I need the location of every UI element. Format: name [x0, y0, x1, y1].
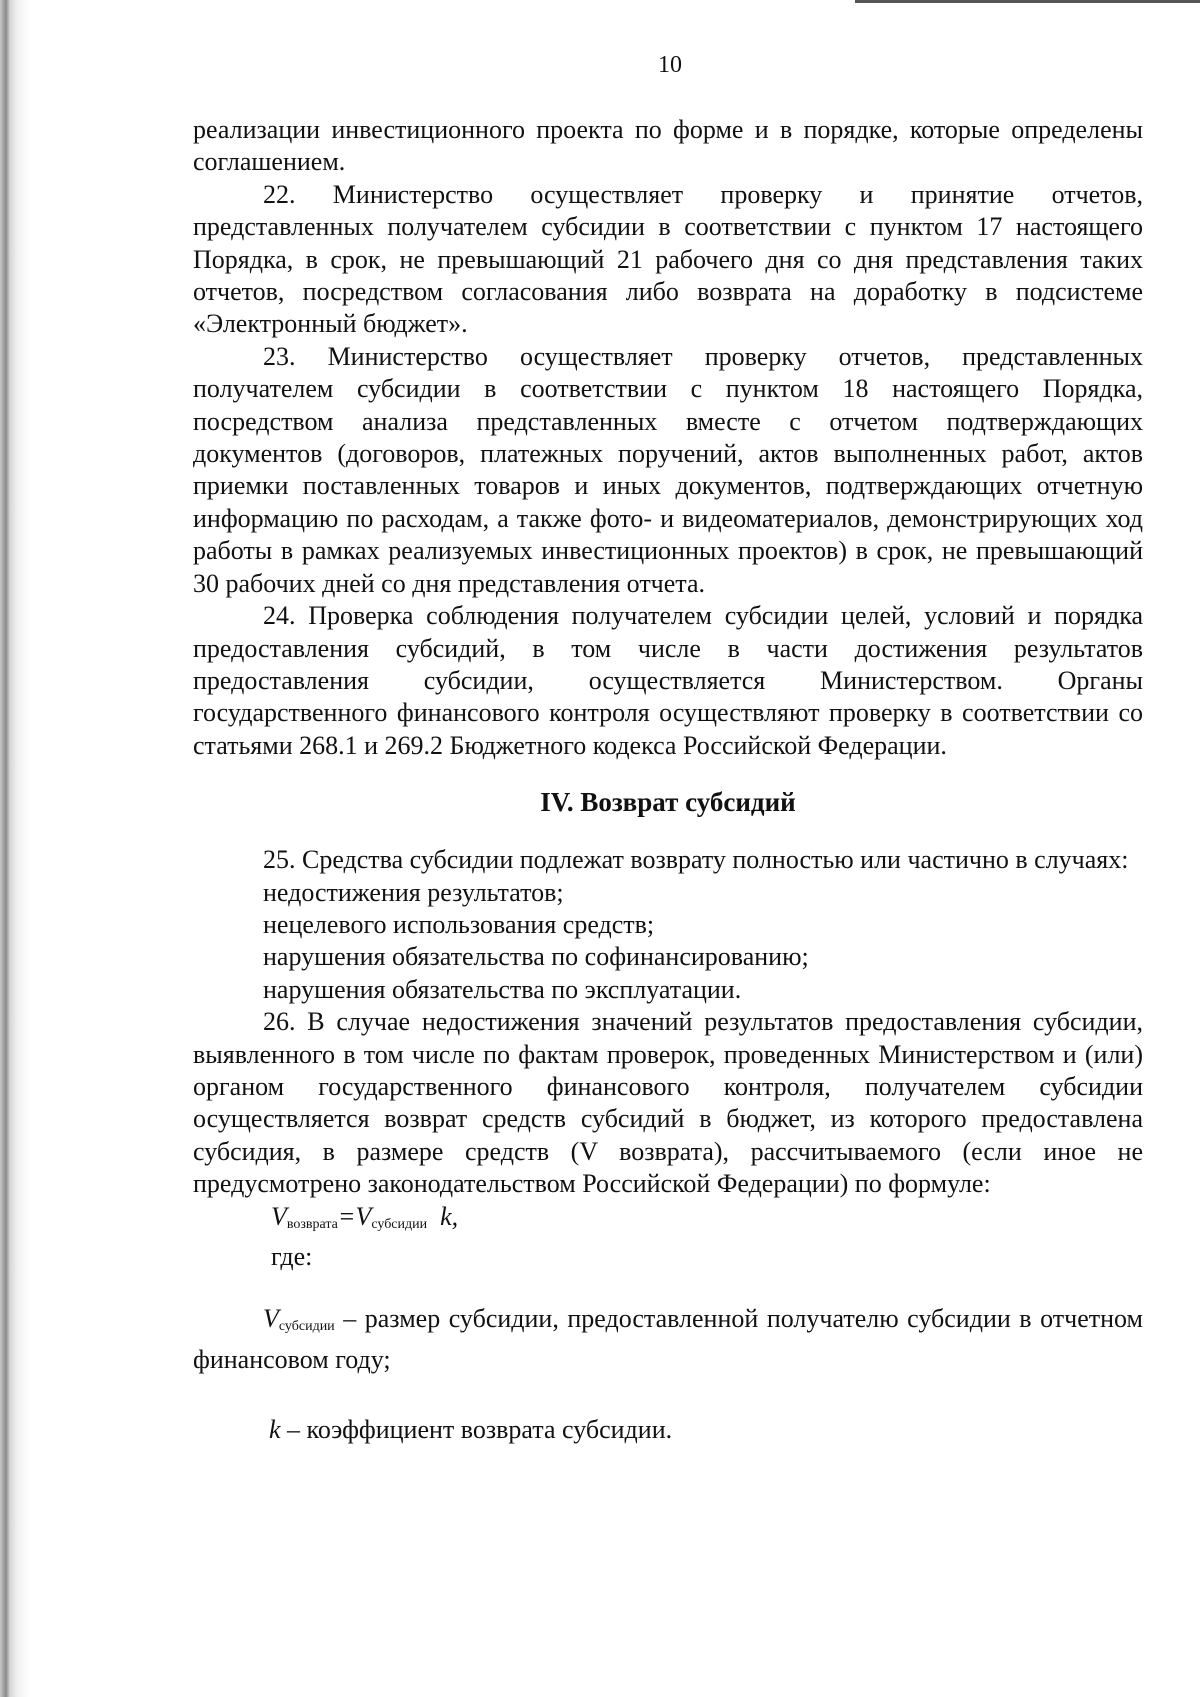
formula-rhs-var: V	[355, 1201, 372, 1231]
paragraph-22: 22. Министерство осуществляет проверку и принятие отчетов, представленных получателем субсидии в соответствии с пунктом 17 настоящего Порядка, в срок, не превышающий 21 рабочего дня со дня представления таких отчетов, посредством согласования либо возврата на доработку в подсистеме «Электронный бюджет».	[193, 179, 1143, 339]
definition-k-var: k	[269, 1415, 281, 1445]
definition-v-var: V	[263, 1304, 279, 1334]
paragraph-25-intro: 25. Средства субсидии подлежат возврату полностью или частично в случаях:	[263, 845, 1129, 875]
definition-k	[193, 1414, 1143, 1446]
definition-v-sub: субсидии	[278, 1319, 335, 1335]
paragraph-continuation: реализации инвестиционного проекта по форме и в порядке, которые определены соглашением.	[193, 115, 1143, 177]
top-edge-line	[855, 0, 1200, 3]
formula-lhs-var: V	[271, 1201, 287, 1231]
paragraph-25-item: нарушения обязательства по софинансированию;	[263, 942, 809, 972]
definition-v-text: – размер субсидии, предоставленной получателю субсидии в отчетном финансовом году;	[193, 1304, 1143, 1374]
paragraph-25-item: нарушения обязательства по эксплуатации.	[263, 974, 742, 1004]
formula-lhs-sub: возврата	[286, 1216, 338, 1232]
definition-v-subsidy	[193, 1303, 1143, 1376]
paragraph-23: 23. Министерство осуществляет проверку отчетов, представленных получателем субсидии в соответствии с пунктом 18 настоящего Порядка, посредством анализа представленных вместе с отчетом подтверждающих документов (договоров, платежных поручений, актов выполненных работ, актов приемки поставленных товаров и иных документов, подтверждающих отчетную информацию по расходам, а также фото- и видеоматериалов, демонстрирующих ход работы в рамках реализуемых инвестиционных проектов) в срок, не превышающий 30 рабочих дней со дня представления отчета.	[193, 341, 1143, 598]
formula-rhs-sub: субсидии	[371, 1216, 428, 1232]
formula-where: где:	[271, 1242, 313, 1271]
scan-edge-shadow	[0, 0, 30, 1697]
section-heading: IV. Возврат субсидий	[540, 787, 796, 818]
document-body	[193, 114, 1143, 1447]
paragraph-26: 26. В случае недостижения значений результатов предоставления субсидии, выявленного в том числе по фактам проверок, проведенных Министерством и (или) органом государственного финансового контроля, получателем субсидии осуществляется возврат средств субсидий в бюджет, из которого предоставлена субсидия, в размере средств (V возврата), рассчитываемого (если иное не предусмотрено законодательством Российской Федерации) по формуле:	[193, 1007, 1143, 1199]
page-number: 10	[658, 52, 682, 78]
definition-k-text: – коэффициент возврата субсидии.	[280, 1415, 673, 1445]
formula-k: k,	[440, 1201, 459, 1231]
formula	[193, 1201, 1143, 1241]
formula-equals: =	[337, 1201, 356, 1231]
paragraph-25-item: недостижения результатов;	[263, 877, 564, 907]
paragraph-25-item: нецелевого использования средств;	[263, 909, 655, 939]
paragraph-24: 24. Проверка соблюдения получателем субсидии целей, условий и порядка предоставления субсидий, в том числе в части достижения результатов предоставления субсидии, осуществляется Министерством. Органы государственного финансового контроля осуществляют проверку в соответствии со статьями 268.1 и 269.2 Бюджетного кодекса Российской Федерации.	[193, 601, 1143, 760]
